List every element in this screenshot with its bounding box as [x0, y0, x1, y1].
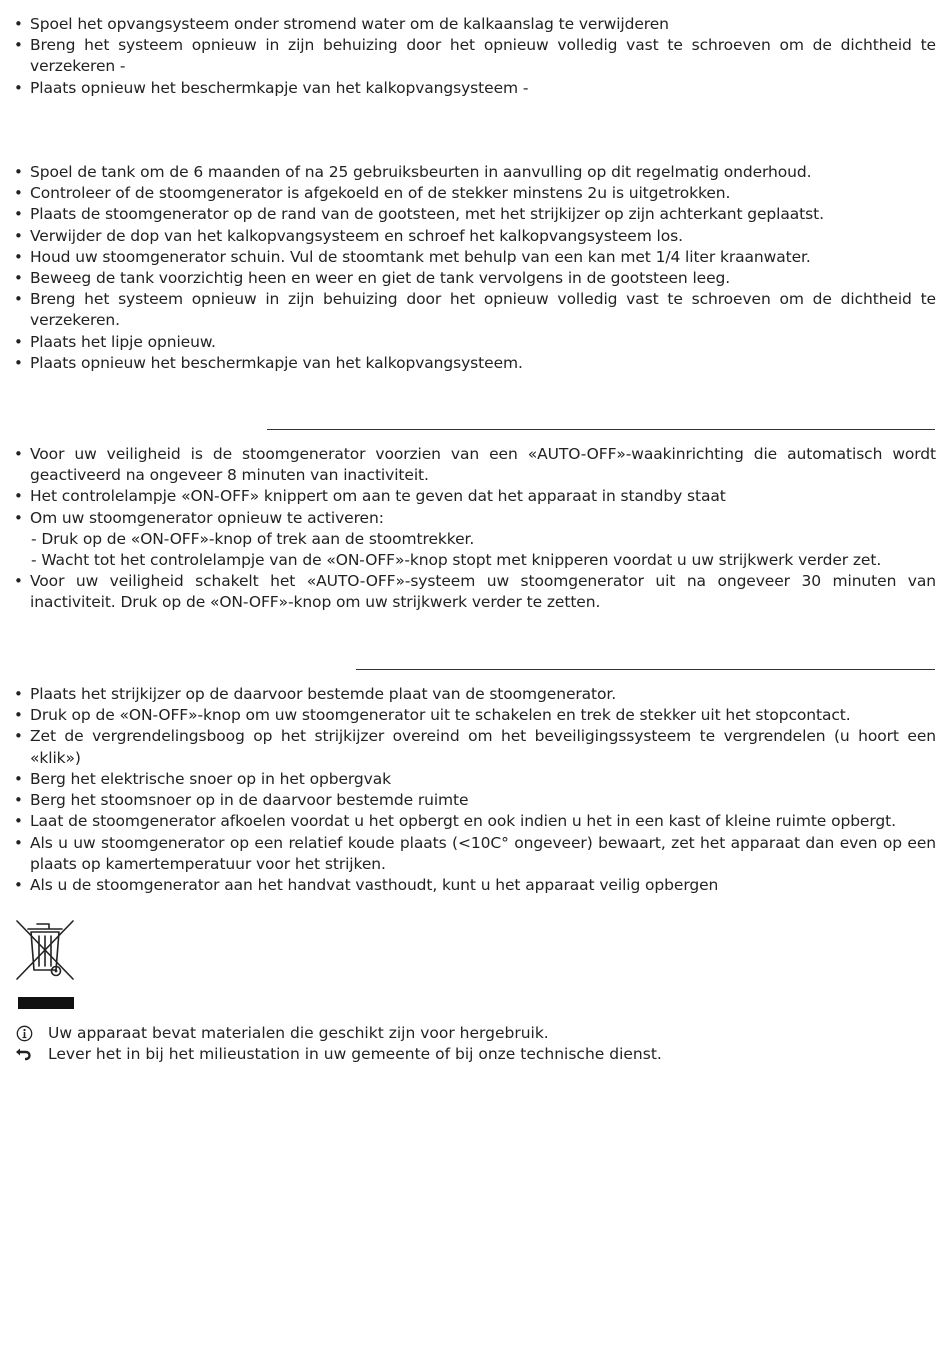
recyclable-text: Uw apparaat bevat materialen die geschikt zijn voor hergebruik. — [48, 1024, 549, 1042]
environment-notes — [16, 1023, 936, 1065]
list-item: • Voor uw veiligheid schakelt het «AUTO-OFF»-systeem uw stoomgenerator uit na ongeveer 30 minuten van inactiviteit. Druk op de «ON-OFF»-knop om uw strijkwerk verder te zetten. — [14, 571, 936, 613]
list-item: • Verwijder de dop van het kalkopvangsysteem en schroef het kalkopvangsysteem los. — [14, 226, 936, 247]
storage-list — [14, 769, 936, 896]
list-item: • Als u uw stoomgenerator op een relatief koude plaats (<10C° ongeveer) bewaart, zet het apparaat dan even op een plaats op kamertemperatuur voor het strijken. — [14, 833, 936, 875]
list-item: • Om uw stoomgenerator opnieuw te activeren: — [14, 508, 936, 529]
sub-list-item: - Druk op de «ON-OFF»-knop of trek aan de stoomtrekker. — [31, 529, 475, 548]
tank-rinse-steps-list — [14, 162, 936, 374]
after-use-list — [14, 684, 936, 769]
list-item: • Voor uw veiligheid is de stoomgenerator voorzien van een «AUTO-OFF»-waakinrichting die automatisch wordt geactiveerd na ongeveer 8 minuten van inactiviteit. — [14, 444, 936, 486]
list-item: • Zet de vergrendelingsboog op het strijkijzer overeind om het beveiligingssysteem te vergrendelen (u hoort een «klik») — [14, 726, 936, 768]
list-item: • Breng het systeem opnieuw in zijn behuizing door het opnieuw volledig vast te schroeven om de dichtheid te verzekeren. — [14, 289, 936, 331]
descaling-steps-list — [14, 14, 936, 99]
list-item: • Plaats het lipje opnieuw. — [14, 332, 936, 353]
list-item: • Plaats het strijkijzer op de daarvoor bestemde plaat van de stoomgenerator. — [14, 684, 936, 705]
return-arrow-icon — [16, 1048, 48, 1062]
list-item: • Beweeg de tank voorzichtig heen en weer en giet de tank vervolgens in de gootsteen leeg. — [14, 268, 936, 289]
list-item: • Plaats de stoomgenerator op de rand van de gootsteen, met het strijkijzer op zijn achterkant geplaatst. — [14, 204, 936, 225]
list-item: • Houd uw stoomgenerator schuin. Vul de stoomtank met behulp van een kan met 1/4 liter kraanwater. — [14, 247, 936, 268]
return-text: Lever het in bij het milieustation in uw gemeente of bij onze technische dienst. — [48, 1045, 662, 1064]
auto-off-list — [14, 444, 936, 614]
list-item: • Spoel de tank om de 6 maanden of na 25 gebruiksbeurten in aanvulling op dit regelmatig onderhoud. — [14, 162, 936, 183]
weee-underline-bar — [18, 997, 74, 1009]
list-item: • Het controlelampje «ON-OFF» knippert om aan te geven dat het apparaat in standby staat — [14, 486, 936, 507]
list-item: • Druk op de «ON-OFF»-knop om uw stoomgenerator uit te schakelen en trek de stekker uit het stopcontact. — [14, 705, 936, 726]
list-item: • Plaats opnieuw het beschermkapje van het kalkopvangsysteem - — [14, 78, 936, 99]
list-item: • Breng het systeem opnieuw in zijn behuizing door het opnieuw volledig vast te schroeven om de dichtheid te verzekeren - — [14, 35, 936, 77]
section-divider — [356, 669, 935, 670]
recyclable-note — [16, 1023, 936, 1044]
info-circle-icon — [16, 1025, 48, 1042]
list-item: • Plaats opnieuw het beschermkapje van het kalkopvangsysteem. — [14, 353, 936, 374]
list-item: • Berg het stoomsnoer op in de daarvoor bestemde ruimte — [14, 790, 936, 811]
list-item: • Controleer of de stoomgenerator is afgekoeld en of de stekker minstens 2u is uitgetrokken. — [14, 183, 936, 204]
sub-list-item: - Wacht tot het controlelampje van de «ON-OFF»-knop stopt met knipperen voordat u uw strijkwerk verder zet. — [31, 551, 882, 570]
list-item: • Berg het elektrische snoer op in het opbergvak — [14, 769, 936, 790]
list-item: • Laat de stoomgenerator afkoelen voordat u het opbergt en ook indien u het in een kast of kleine ruimte opbergt. — [14, 811, 936, 832]
list-item: • Als u de stoomgenerator aan het handvat vasthoudt, kunt u het apparaat veilig opbergen — [14, 875, 936, 896]
crossed-out-wheelie-bin-icon — [14, 918, 76, 982]
list-item: • Spoel het opvangsysteem onder stromend water om de kalkaanslag te verwijderen — [14, 14, 936, 35]
return-note — [16, 1044, 936, 1065]
section-divider — [267, 429, 935, 430]
